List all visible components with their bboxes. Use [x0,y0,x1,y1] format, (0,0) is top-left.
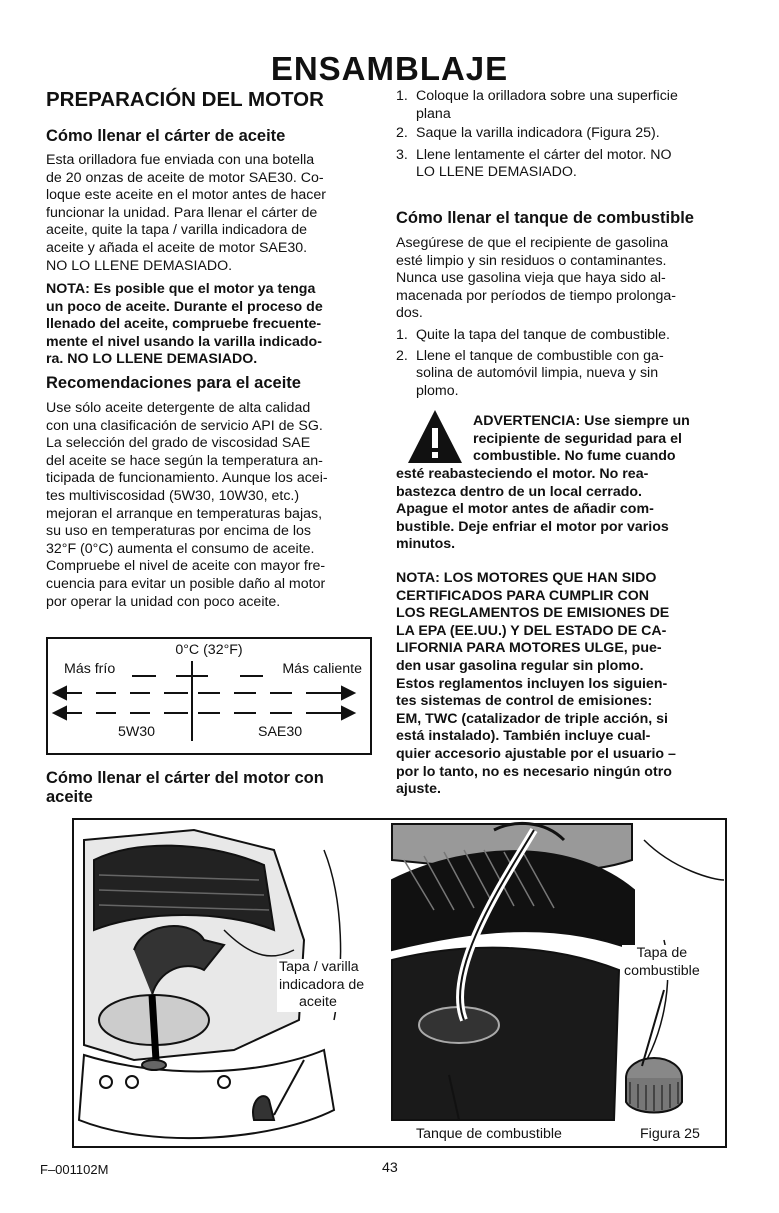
note-line: ajuste. [396,781,441,798]
text-line: La selección del grado de viscosidad SAE [46,435,311,452]
text-line: macenada por períodos de tiempo prolonga- [396,287,676,304]
text-line: del aceite se hace según la temperatura an- [46,452,323,469]
warning-line: bustible. Deje enfriar el motor por varios [396,518,669,535]
warning-icon [406,408,464,466]
text-line: 32°F (0°C) aumenta el consumo de aceite. [46,540,315,557]
note-line: NOTA: Es posible que el motor ya tenga [46,281,316,297]
step-line: Llene el tanque de combustible con ga- [416,347,664,364]
page-title: ENSAMBLAJE [270,50,509,87]
warning-line: Apague el motor antes de añadir com- [396,501,654,518]
text-line: esté limpio y sin residuos o contaminantes. [396,252,667,269]
heading-line: Cómo llenar el cárter del motor con [46,769,324,787]
chart-oil-hot: SAE30 [258,724,303,740]
warning-line: combustible. No fume cuando [473,448,676,465]
warning-indented [473,413,743,466]
text-line: tes multiviscosidad (5W30, 10W30, etc.) [46,487,300,504]
text-line: loque este aceite en el motor antes de hacer [46,187,326,204]
step-number: 2. [396,125,408,142]
text-line: Nunca use gasolina vieja que haya sido al- [396,270,666,287]
note-line: LOS REGLAMENTOS DE EMISIONES DE [396,605,670,622]
step-line: Quite la tapa del tanque de combustible. [416,327,670,343]
fill-crankcase-note [46,281,376,369]
step-number: 1. [396,88,408,104]
fuel-text [396,235,731,323]
text-line: Use sólo aceite detergente de alta calidad [46,400,311,416]
label-line: aceite [299,994,337,1011]
note-line: Estos reglamentos incluyen los siguien- [396,675,668,692]
warning-line: recipiente de seguridad para el [473,430,682,447]
fuel-heading: Cómo llenar el tanque de combustible [396,209,694,227]
section-title: PREPARACIÓN DEL MOTOR [46,88,324,111]
step-line: Llene lentamente el cárter del motor. NO [416,146,672,163]
step-line: solina de automóvil limpia, nueva y sin [416,365,659,382]
note-line: mente el nivel usando la varilla indicado- [46,333,322,350]
text-line: de 20 onzas de aceite de motor SAE30. Co- [46,169,324,186]
text-line: funcionar la unidad. Para llenar el cárter de [46,204,318,221]
note-line: den usar gasolina regular sin plomo. [396,657,644,674]
warning-line: bastezca dentro de un local cerrado. [396,483,642,500]
note-line: un poco de aceite. Durante el proceso de [46,298,323,315]
text-line: ticipada de funcionamiento. Aunque los acei- [46,470,328,487]
page-number: 43 [382,1160,398,1176]
warning-line: esté reabasteciendo el motor. No rea- [396,466,649,482]
text-line: su uso en temperaturas por encima de los [46,523,311,540]
label-dipstick [277,959,366,1012]
warning-line: minutos. [396,536,456,553]
list-item [396,327,731,345]
note-line: EM, TWC (catalizador de triple acción, si [396,710,668,727]
step-number: 2. [396,347,408,364]
label-fuel-tank: Tanque de combustible [416,1126,562,1142]
step-line: plomo. [416,382,459,399]
oil-temperature-chart [46,637,372,755]
text-line: aceite, quite la tapa / varilla indicadora de [46,222,308,239]
note-line: NOTA: LOS MOTORES QUE HAN SIDO [396,570,657,586]
label-line: combustible [624,962,700,979]
list-item [396,125,731,143]
figure-25 [72,818,727,1148]
heading-line: aceite [46,788,93,806]
list-item [396,147,731,182]
document-code: F–001102M [40,1162,109,1177]
step-line: plana [416,105,451,122]
label-line: Tapa de [636,945,688,961]
note-line: LIFORNIA PARA MOTORES ULGE, pue- [396,640,662,657]
note-line: tes sistemas de control de emisiones: [396,693,653,710]
fill-engine-heading [46,769,376,807]
fill-crankcase-heading: Cómo llenar el cárter de aceite [46,127,286,145]
note-line: quier accesorio ajustable por el usuario – [396,745,676,762]
warning-text [396,466,731,554]
fill-crankcase-text [46,152,376,275]
note-line: CERTIFICADOS PARA CUMPLIR CON [396,587,650,604]
step-line: Coloque la orilladora sobre una superficie [416,88,678,104]
step-line: LO LLENE DEMASIADO. [416,164,577,181]
text-line: con una clasificación de servicio API de SG. [46,417,323,434]
viscosity-arrows [48,639,370,753]
engine-illustration [74,820,725,1146]
step-line: Saque la varilla indicadora (Figura 25). [416,125,660,142]
engine-steps [396,88,731,182]
chart-temp-label: 0°C (32°F) [175,642,243,658]
figure-caption: Figura 25 [640,1126,700,1142]
text-line: dos. [396,305,423,322]
note-line: llenado del aceite, compruebe frecuente- [46,316,322,333]
emissions-note [396,570,731,799]
note-line: está instalado). También incluye cual- [396,728,651,745]
text-line: Compruebe el nivel de aceite con mayor fre- [46,558,326,575]
oil-recommendations-text [46,400,376,611]
chart-oil-cold: 5W30 [118,724,156,740]
note-line: LA EPA (EE.UU.) Y DEL ESTADO DE CA- [396,622,667,639]
label-line: indicadora de [279,976,365,993]
text-line: aceite y añada el aceite de motor SAE30. [46,239,308,256]
text-line: cuencia para evitar un posible daño al motor [46,575,326,592]
chart-hot-label: Más caliente [282,661,362,677]
step-number: 1. [396,327,408,343]
text-line: Asegúrese de que el recipiente de gasolina [396,235,669,251]
fuel-steps [396,327,731,400]
oil-recommendations-heading: Recomendaciones para el aceite [46,374,301,392]
step-number: 3. [396,146,408,163]
label-fuel-cap [622,945,702,980]
list-item [396,88,731,123]
note-line: por lo tanto, no es necesario ningún otro [396,763,672,780]
text-line: Esta orilladora fue enviada con una botella [46,152,315,168]
text-line: mejoran el arranque en temperaturas bajas, [46,505,323,522]
warning-line: ADVERTENCIA: Use siempre un [473,413,690,429]
label-line: Tapa / varilla [279,959,359,975]
chart-cold-label: Más frío [64,661,116,677]
list-item [396,348,731,401]
note-line: ra. NO LO LLENE DEMASIADO. [46,351,258,368]
text-line: NO LO LLENE DEMASIADO. [46,257,233,274]
text-line: por operar la unidad con poco aceite. [46,593,281,610]
